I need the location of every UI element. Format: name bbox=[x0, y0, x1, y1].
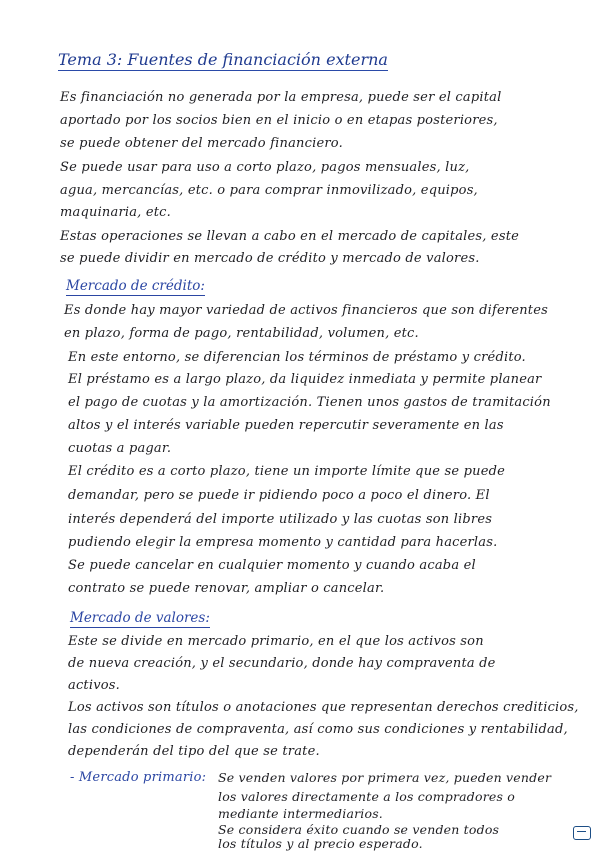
valores-line: Este se divide en mercado primario, en el que los activos son bbox=[68, 634, 484, 649]
credito-line: interés dependerá del importe utilizado y las cuotas son libres bbox=[68, 512, 493, 527]
credito-line: El préstamo es a largo plazo, da liquidez inmediata y permite planear bbox=[68, 372, 542, 387]
page-title: Tema 3: Fuentes de financiación externa bbox=[58, 50, 388, 69]
primario-line: los títulos y al precio esperado. bbox=[218, 836, 423, 851]
section-heading-credito: Mercado de crédito: bbox=[66, 278, 205, 294]
credito-line: contrato se puede renovar, ampliar o cancelar. bbox=[68, 581, 385, 596]
credito-line: altos y el interés variable pueden repercutir severamente en las bbox=[68, 418, 504, 433]
primario-label: - Mercado primario: bbox=[70, 770, 207, 785]
credito-line: Se puede cancelar en cualquier momento y cuando acaba el bbox=[68, 558, 476, 573]
intro-line: se puede obtener del mercado financiero. bbox=[60, 136, 343, 151]
section-heading-valores: Mercado de valores: bbox=[70, 610, 210, 626]
credito-line: pudiendo elegir la empresa momento y cantidad para hacerlas. bbox=[68, 535, 498, 550]
credito-line: demandar, pero se puede ir pidiendo poco a poco el dinero. El bbox=[68, 488, 490, 503]
primario-line: mediante intermediarios. bbox=[218, 806, 383, 821]
credito-line: en plazo, forma de pago, rentabilidad, volumen, etc. bbox=[64, 326, 419, 341]
intro-line: Estas operaciones se llevan a cabo en el mercado de capitales, este bbox=[60, 229, 520, 244]
primario-line: Se considera éxito cuando se venden todos bbox=[218, 822, 500, 837]
intro-line: Es financiación no generada por la empresa, puede ser el capital bbox=[60, 90, 502, 105]
credito-line: El crédito es a corto plazo, tiene un importe límite que se puede bbox=[68, 464, 506, 479]
valores-line: Los activos son títulos o anotaciones que representan derechos crediticios, bbox=[68, 700, 579, 715]
intro-line: maquinaria, etc. bbox=[60, 205, 171, 220]
intro-line: agua, mercancías, etc. o para comprar inmovilizado, equipos, bbox=[60, 183, 478, 198]
valores-line: las condiciones de compraventa, así como sus condiciones y rentabilidad, bbox=[68, 722, 568, 737]
primario-line: los valores directamente a los compradores o bbox=[218, 789, 516, 804]
intro-line: se puede dividir en mercado de crédito y mercado de valores. bbox=[60, 251, 480, 266]
page-corner-mark-icon bbox=[573, 826, 591, 840]
valores-line: dependerán del tipo del que se trate. bbox=[68, 744, 320, 759]
credito-line: En este entorno, se diferencian los términos de préstamo y crédito. bbox=[68, 350, 526, 365]
credito-line: Es donde hay mayor variedad de activos financieros que son diferentes bbox=[64, 303, 548, 318]
valores-line: activos. bbox=[68, 678, 120, 693]
intro-line: aportado por los socios bien en el inicio o en etapas posteriores, bbox=[60, 113, 498, 128]
intro-line: Se puede usar para uso a corto plazo, pagos mensuales, luz, bbox=[60, 160, 470, 175]
credito-line: cuotas a pagar. bbox=[68, 441, 172, 456]
primario-line: Se venden valores por primera vez, pueden vender bbox=[218, 770, 552, 785]
credito-line: el pago de cuotas y la amortización. Tienen unos gastos de tramitación bbox=[68, 395, 551, 410]
valores-line: de nueva creación, y el secundario, donde hay compraventa de bbox=[68, 656, 496, 671]
